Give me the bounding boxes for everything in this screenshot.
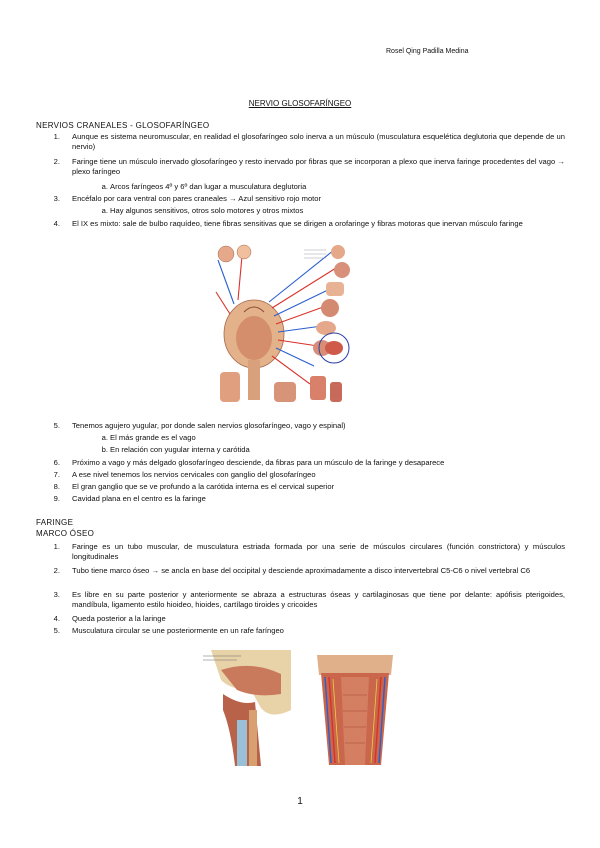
list-number: 7. bbox=[53, 470, 60, 479]
section-heading: FARINGE bbox=[36, 518, 74, 527]
list-letter: a. bbox=[101, 182, 108, 191]
list-number: 1. bbox=[53, 132, 60, 141]
section-heading: NERVIOS CRANEALES - GLOSOFARÍNGEO bbox=[36, 121, 210, 130]
list-item: A ese nivel tenemos los nervios cervicales con ganglio del glosofaríngeo bbox=[72, 470, 316, 479]
list-item: El gran ganglio que se ve profundo a la carótida interna es el cervical superior bbox=[72, 482, 335, 491]
list-item: Próximo a vago y más delgado glosofaríngeo desciende, da fibras para un músculo de la faringe y desaparece bbox=[72, 458, 445, 467]
author-name: Rosel Qing Padilla Medina bbox=[386, 48, 469, 55]
list-number: 2. bbox=[53, 157, 60, 166]
list-item: Tubo tiene marco óseo → se ancla en base del occipital y desciende aproximadamente a disco intervertebral C5-C6 o nivel vertebral C6 bbox=[72, 566, 531, 575]
pharynx-posterior-illustration bbox=[311, 655, 399, 765]
list-item: Cavidad plana en el centro es la faringe bbox=[72, 494, 206, 503]
list-item: Faringe tiene un músculo inervado glosofaríngeo y resto inervado por fibras que se incorporan a plexo que inerva faringe procedentes del vago → plexo faríngeo bbox=[72, 157, 565, 176]
page-number: 1 bbox=[297, 796, 303, 807]
section-subheading: MARCO ÓSEO bbox=[36, 529, 95, 538]
list-item: Musculatura circular se une posteriormente en un rafe faríngeo bbox=[72, 626, 284, 635]
list-number: 3. bbox=[53, 194, 60, 203]
pharynx-lateral-illustration bbox=[201, 650, 291, 766]
list-item: Queda posterior a la laringe bbox=[72, 614, 166, 623]
list-subitem: Hay algunos sensitivos, otros solo motores y otros mixtos bbox=[110, 206, 304, 215]
list-subitem: En relación con yugular interna y carótida bbox=[110, 445, 250, 454]
list-number: 5. bbox=[53, 626, 60, 635]
list-number: 8. bbox=[53, 482, 60, 491]
cranial-nerves-illustration bbox=[214, 242, 364, 410]
list-subitem: El más grande es el vago bbox=[110, 433, 196, 442]
list-item: El IX es mixto: sale de bulbo raquídeo, tiene fibras sensitivas que se dirigen a orofaringe y fibras motoras que inervan músculo faringe bbox=[72, 219, 523, 228]
list-letter: a. bbox=[101, 433, 108, 442]
list-item: Aunque es sistema neuromuscular, en realidad el glosofaríngeo solo inerva a un músculo (musculatura esquelética deglutoria que depende de un nervio) bbox=[72, 132, 565, 151]
list-number: 6. bbox=[53, 458, 60, 467]
list-number: 2. bbox=[53, 566, 60, 575]
list-letter: b. bbox=[101, 445, 108, 454]
list-subitem: Arcos faríngeos 4º y 6º dan lugar a musculatura deglutoria bbox=[110, 182, 307, 191]
list-item: Encéfalo por cara ventral con pares craneales → Azul sensitivo rojo motor bbox=[72, 194, 322, 203]
list-item: Tenemos agujero yugular, por donde salen nervios glosofaríngeo, vago y espinal) bbox=[72, 421, 346, 430]
list-number: 1. bbox=[53, 542, 60, 551]
page-title: NERVIO GLOSOFARÍNGEO bbox=[248, 99, 352, 108]
list-number: 5. bbox=[53, 421, 60, 430]
list-number: 4. bbox=[53, 219, 60, 228]
list-number: 4. bbox=[53, 614, 60, 623]
list-item: Es libre en su parte posterior y anteriormente se abraza a estructuras óseas y cartilaginosas que tiene por delante: apófisis pterigoides, mandíbula, ligamento estilo hioideo, hioides, cartílago tiroides y cricoides bbox=[72, 590, 565, 609]
list-letter: a. bbox=[101, 206, 108, 215]
list-number: 3. bbox=[53, 590, 60, 599]
list-number: 9. bbox=[53, 494, 60, 503]
list-item: Faringe es un tubo muscular, de musculatura estriada formada por una serie de músculos circulares (función constrictora) y músculos longitudinales bbox=[72, 542, 565, 561]
